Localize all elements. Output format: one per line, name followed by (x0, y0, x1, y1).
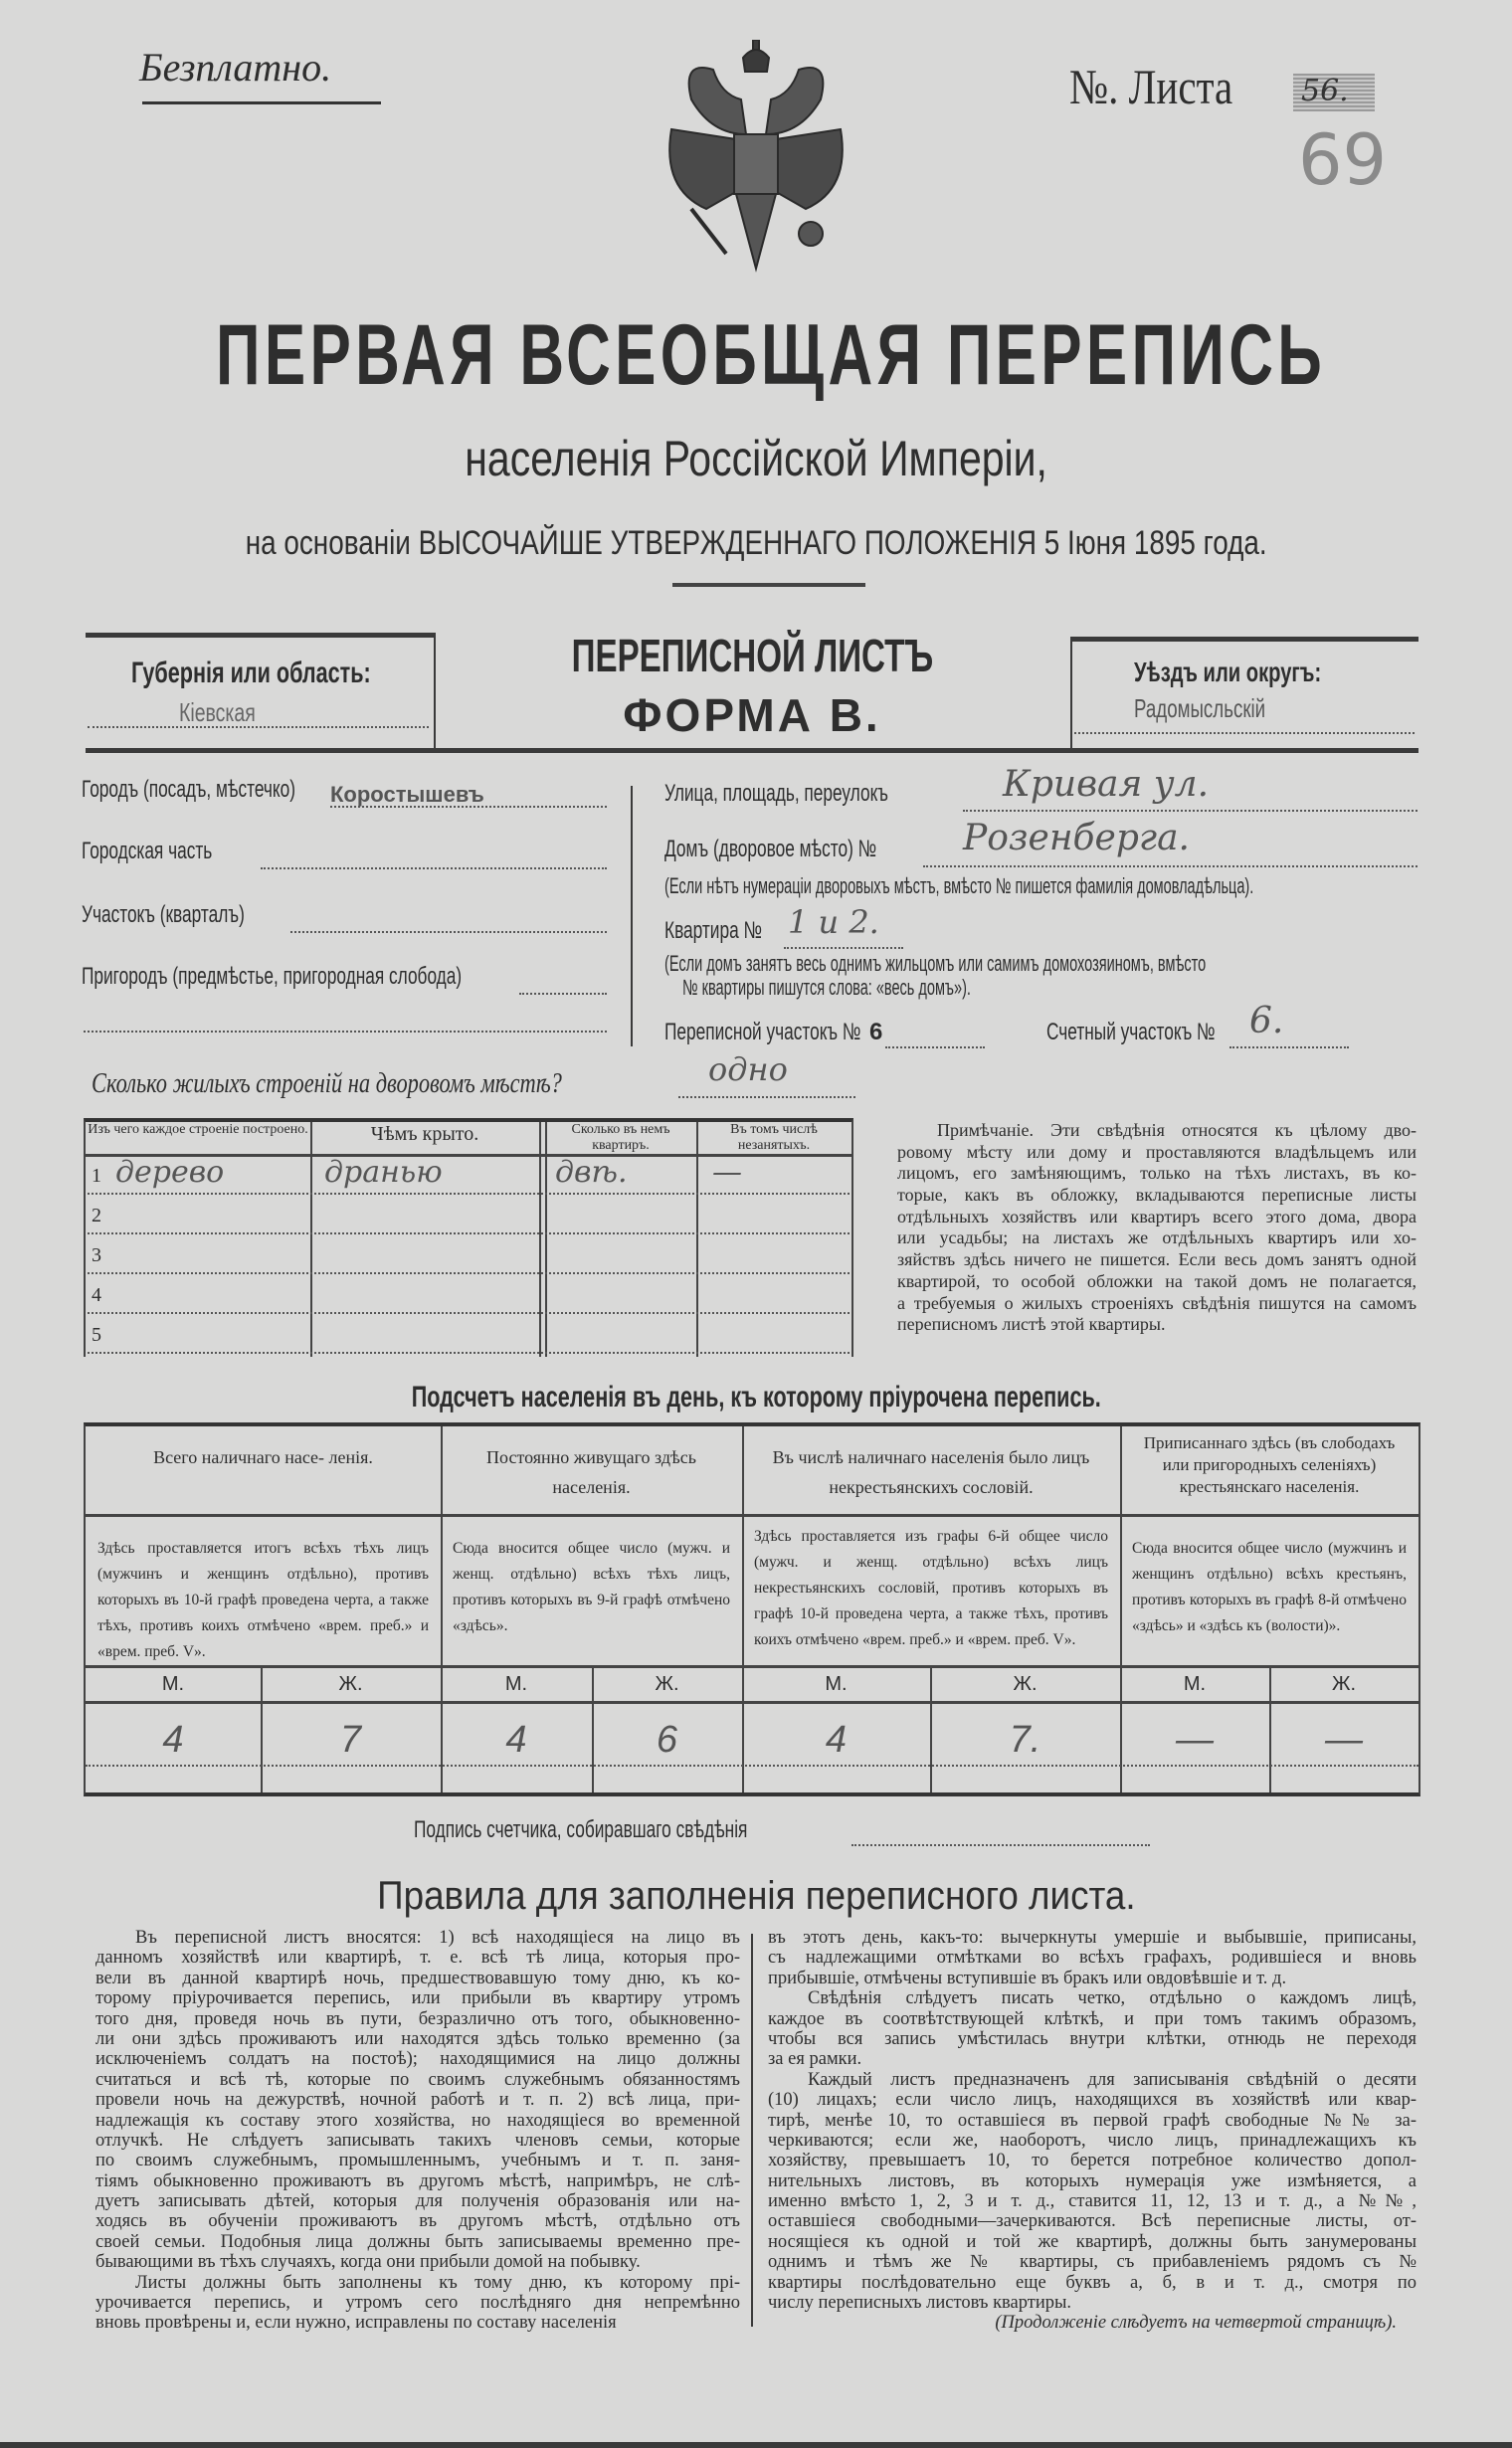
text-line: вновь провѣрены и, если нужно, исправлены по составу населенія (95, 2313, 617, 2334)
street-label: Улица, площадь, переулокъ (664, 780, 888, 807)
text-line: Каждый листъ предназначенъ для записыванія свѣдѣній о десяти (808, 2069, 1417, 2090)
row-dotted-line (88, 1352, 850, 1354)
province-field[interactable] (88, 699, 429, 728)
text-line: зяйствъ здѣсь ничего не пишется. Если весь домъ занятъ одной (897, 1249, 1417, 1270)
group-title: Всего наличнаго насе- ленія. (153, 1447, 373, 1467)
box-bottom (86, 748, 1418, 753)
group-title: Постоянно живущаго здѣсь населенія. (486, 1447, 696, 1497)
text-line: торому пріурочивается перепись, или прибыли въ квартиру утромъ (95, 1988, 740, 2009)
population-heading-text: Подсчетъ населенія въ день, къ которому пріурочена перепись. (411, 1381, 1101, 1413)
imperial-eagle-emblem-icon (652, 40, 860, 279)
page-bottom-edge (0, 2442, 1512, 2448)
province-label-text: Губернія или область: (131, 657, 371, 689)
street-field[interactable] (963, 764, 1418, 812)
form-name (434, 688, 1070, 742)
text-line: ли они здѣсь проживаютъ или находятся здѣсь только временно (за (95, 2028, 740, 2049)
sheet-number (1069, 58, 1268, 115)
text-line: того дня, проведя ночь въ пути, безразлично отъ того, обыкновенно- (95, 2008, 740, 2029)
town-part-row (82, 838, 607, 865)
row-number: 4 (92, 1284, 101, 1306)
house-value: Розенберга. (963, 818, 1190, 858)
rules-heading-text: Правила для заполненія переписного листа. (376, 1874, 1136, 1918)
text-line: ровому мѣсту или дому и проставляются владѣльцемъ или (897, 1141, 1417, 1162)
text-line: съ надлежащими отмѣтками во всѣхъ графахъ, родившіеся и вновь (768, 1948, 1417, 1969)
box-right-divider (1070, 637, 1072, 750)
table-row[interactable] (86, 1316, 851, 1356)
text-line: считаться и всѣ тѣ, которые по своимъ служебнымъ обязанностямъ (95, 2069, 740, 2090)
suburb-label: Пригородъ (предмѣстье, пригородная слобода) (82, 963, 463, 990)
male-header: М. (504, 1673, 528, 1695)
female-value[interactable]: 7 (339, 1719, 362, 1761)
text-line: данномъ хозяйствѣ или квартирѣ, т. е. всѣ тѣ лица, которыя про- (95, 1948, 740, 1969)
male-value[interactable]: 4 (162, 1719, 184, 1761)
text-line: своей семьи. Подобныя лица должны быть записываемы временно пре- (95, 2231, 740, 2252)
text-line: провели ночь на дежурствѣ, ночной работѣ и т. п. 2) всѣ лица, при- (95, 2090, 740, 2111)
text-line: нительныхъ листовъ, въ которыхъ нумерація уже измѣняется, а (768, 2170, 1417, 2191)
house-note (664, 873, 1512, 899)
row-dotted-line (88, 1232, 850, 1234)
town-part-label: Городская часть (82, 838, 213, 864)
text-line: лицомъ, его замѣняющимъ, только на тѣхъ листахъ, въ ко- (897, 1163, 1417, 1184)
text-line: отлучкѣ. Не слѣдуетъ записывать такихъ членовъ семьи, которые (95, 2130, 740, 2151)
town-label: Городъ (посадъ, мѣстечко) (82, 776, 296, 803)
buildings-answer: одно (708, 1050, 788, 1088)
sheet-number-value: 56. (1301, 74, 1349, 108)
town-row (82, 776, 607, 807)
province-value: Кіевская (179, 697, 256, 727)
form-name-text: ФОРМА В. (623, 689, 881, 741)
district-label (1134, 657, 1394, 688)
text-line: носящіеся къ одной и той же квартирѣ, должны быть занумерованы (768, 2231, 1417, 2252)
text-line: переписномъ листѣ этой квартиры. (897, 1314, 1166, 1335)
female-value[interactable]: — (1325, 1719, 1363, 1761)
row-number: 1 (92, 1165, 101, 1187)
province-label (131, 657, 464, 690)
sheet-number-label: №. Листа (1069, 59, 1233, 114)
suburb-row (82, 963, 607, 991)
signature-row (414, 1816, 877, 1844)
pencil-sheet-number: 69 (1298, 119, 1388, 201)
row-number: 2 (92, 1205, 101, 1226)
text-line: тіямъ обыкновенно проживаютъ въ другомъ мѣстѣ, напримѣръ, не слѣ- (95, 2170, 740, 2191)
apartment-field[interactable] (784, 903, 903, 949)
free-label-text: Безплатно. (139, 45, 332, 90)
suburb-field-extra[interactable] (84, 1031, 607, 1033)
district-label-text: Уѣздъ или округъ: (1134, 657, 1322, 687)
male-value[interactable]: 4 (825, 1719, 848, 1761)
box-top-left (86, 633, 434, 638)
text-line: ходясь въ обученіи проживаютъ въ другомъ мѣстѣ, отдѣльно отъ (95, 2211, 740, 2232)
table-row[interactable] (86, 1157, 851, 1197)
town-value: Коростышевъ (330, 782, 484, 807)
text-line: бывающими въ тѣхъ случаяхъ, когда они прибыли домой на побывку. (95, 2252, 641, 2273)
text-line: въ этотъ день, какъ-то: вычеркнуты умершіе и выбывшіе, приписаны, (768, 1928, 1417, 1948)
text-line: торые, какъ въ обложку, вкладываются переписные листы (897, 1185, 1417, 1206)
text-line: прибывшіе, отмѣчены вступившіе въ бракъ или овдовѣвшіе и т. д. (768, 1968, 1287, 1988)
female-header: Ж. (655, 1673, 679, 1695)
column-header: Чѣмъ крыто. (370, 1123, 479, 1145)
text-line: квартирой, то особой обложки на такой домъ не полагается, (897, 1270, 1417, 1291)
precinct-field[interactable] (290, 909, 607, 933)
row-dotted-line (88, 1193, 850, 1195)
cell-vacant: — (712, 1155, 742, 1190)
text-line: Свѣдѣнія слѣдуетъ писать четко, отдѣльно о каждомъ лицѣ, (808, 1988, 1417, 2009)
text-line: за ея рамки. (768, 2049, 862, 2070)
text-line: отдѣльныхъ хозяйствъ или квартиръ всего этого дома, двора (897, 1206, 1417, 1226)
rules-left-column (95, 1928, 740, 2334)
text-line: однимъ и тѣмъ же № квартиры, съ прибавленіемъ рядомъ съ № (768, 2252, 1417, 2273)
suburb-field[interactable] (519, 971, 607, 995)
census-precinct-label: Переписной участокъ № (664, 1019, 861, 1045)
text-line: по своимъ служебнымъ, промышленнымъ, учебнымъ и т. п. заня- (95, 2151, 740, 2171)
column-header: Изъ чего каждое строеніе построено. (88, 1122, 308, 1137)
free-label-underline (142, 101, 381, 104)
column-header: Въ томъ числѣ незанятыхъ. (730, 1122, 818, 1153)
row-dotted-line (88, 1272, 850, 1274)
cell-apartments: двѣ. (555, 1155, 628, 1190)
text-line: оставшіеся свободными—зачеркиваются. Всѣ переписные листы, от- (768, 2211, 1417, 2232)
divider (672, 583, 865, 587)
female-value[interactable]: 7. (1009, 1719, 1041, 1761)
district-field[interactable] (1074, 693, 1415, 734)
male-value[interactable]: 4 (505, 1719, 527, 1761)
male-header: М. (1183, 1673, 1207, 1695)
text-line: тирѣ, менѣе 10, то оставшіеся въ первой графѣ свободные №№ за- (768, 2110, 1417, 2131)
buildings-table (84, 1118, 853, 1357)
female-header: Ж. (1013, 1673, 1038, 1695)
page-title (0, 306, 1512, 405)
count-precinct-value: 6. (1249, 1001, 1284, 1041)
signature-label: Подпись счетчика, собиравшаго свѣдѣнія (414, 1816, 748, 1843)
text-line: чтобы вся запись умѣстилась внутри клѣтки, отнюдь не переходя (768, 2028, 1417, 2049)
text-line: (10) лицахъ; если число лицъ, находящихся въ хозяйствѣ или квар- (768, 2090, 1417, 2111)
apartment-note-2 (682, 975, 1119, 1001)
table-row[interactable] (86, 1236, 851, 1276)
text-line: исключеніемъ солдатъ на постоѣ); находящимися на лицо должны (95, 2049, 740, 2070)
text-line: числу переписныхъ листовъ квартиры. (768, 2293, 1072, 2314)
apartment-note-1 (664, 951, 1485, 977)
group-title: Въ числѣ наличнаго населенія было лицъ некрестьянскихъ сословій. (772, 1447, 1090, 1497)
text-line: дуетъ записывать дѣтей, которыя для полученія образованія или на- (95, 2191, 740, 2212)
page-title-text: ПЕРВАЯ ВСЕОБЩАЯ ПЕРЕПИСЬ (216, 307, 1327, 403)
count-precinct-label: Счетный участокъ № (1046, 1019, 1216, 1045)
mf-line (86, 1665, 1418, 1668)
text-line: каждое въ соотвѣтствующей клѣткѣ, и при томъ такимъ образомъ, (768, 2008, 1417, 2029)
group-title: Приписаннаго здѣсь (въ слободахъ или пригородныхъ селеніяхъ) крестьянскаго населенія. (1143, 1433, 1396, 1496)
male-header: М. (825, 1673, 848, 1695)
cell-material: дерево (115, 1155, 225, 1190)
female-header: Ж. (338, 1673, 363, 1695)
population-table (84, 1422, 1420, 1796)
text-line: урочивается перепись, и утромъ сего послѣдняго дня непремѣнно (95, 2293, 740, 2314)
text-line: вели въ данной квартирѣ ночь, предшествовавшую тому дню, къ ко- (95, 1968, 740, 1988)
row-number: 5 (92, 1324, 101, 1346)
male-header: М. (161, 1673, 185, 1695)
table-row[interactable] (86, 1276, 851, 1316)
buildings-note (897, 1120, 1417, 1336)
legal-basis (0, 524, 1512, 563)
male-value[interactable]: — (1176, 1719, 1214, 1761)
text-line: квартиры послѣдовательно еще буквъ а, б, в и т. д., смотря по (768, 2272, 1417, 2293)
apartment-label: Квартира № (664, 917, 763, 944)
group-description: Здѣсь проставляется изъ графы 6-й общее число (мужч. и женщ. отдѣльно) всѣхъ лицъ некрестьянскихъ сословій, противъ которыхъ въ графѣ 10-й проведена черта, а также тѣхъ, противъ коихъ отмѣчено «врем. преб.» и «врем. преб. V». (754, 1528, 1108, 1648)
page-subtitle (0, 430, 1512, 487)
female-value[interactable]: 6 (656, 1719, 678, 1761)
text-line: (Продолженіе слѣдуетъ на четвертой страницѣ). (995, 2313, 1397, 2334)
house-label: Домъ (дворовое мѣсто) № (664, 836, 877, 862)
row-dotted-line (88, 1312, 850, 1314)
legal-basis-text: на основаніи ВЫСОЧАЙШЕ УТВЕРЖДЕННАГО ПОЛОЖЕНІЯ 5 Іюня 1895 года. (245, 524, 1267, 562)
apartment-row (664, 903, 963, 945)
signature-field[interactable] (851, 1824, 1150, 1846)
precinct-label: Участокъ (кварталъ) (82, 901, 245, 928)
rules-right-column (768, 1928, 1417, 2334)
town-part-field[interactable] (261, 846, 607, 869)
mf-bottom-line (86, 1701, 1418, 1704)
rules-heading (0, 1874, 1512, 1919)
buildings-question (92, 1068, 679, 1100)
text-line: а требуемыя о жилыхъ строеніяхъ свѣдѣнія пишутся на самомъ (897, 1292, 1417, 1313)
buildings-answer-field[interactable] (678, 1050, 855, 1098)
rules-column-divider (751, 1934, 753, 2327)
census-precinct-value: 6 (869, 1019, 883, 1045)
group-description: Здѣсь проставляется итогъ всѣхъ тѣхъ лицъ (мужчинъ и женщинъ отдѣльно), противъ которыхъ въ 10-й графѣ проведена черта, а также тѣхъ, противъ коихъ отмѣчено «врем. преб.» и «врем. преб. V». (97, 1540, 429, 1660)
text-line: черкиваются; если же, наоборотъ, число лицъ, принадлежащихъ къ (768, 2130, 1417, 2151)
form-title (434, 629, 1070, 682)
text-line: Примѣчаніе. Эти свѣдѣнія относятся къ цѣлому дво- (937, 1120, 1417, 1140)
text-line: Въ переписной листъ вносятся: 1) всѣ находящіеся на лицо въ (135, 1928, 740, 1948)
box-top-right (1070, 637, 1418, 642)
street-value: Кривая ул. (1003, 764, 1210, 805)
house-field[interactable] (923, 818, 1418, 867)
apartment-value: 1 и 2. (788, 903, 879, 941)
apartment-note-1-text: (Если домъ занятъ весь однимъ жильцомъ или самимъ домохозяиномъ, вмѣсто (664, 951, 1207, 976)
text-line: Листы должны быть заполнены къ тому дню, къ которому прі- (135, 2272, 740, 2293)
census-precinct-field[interactable] (885, 1025, 985, 1048)
form-title-text: ПЕРЕПИСНОЙ ЛИСТЪ (571, 630, 933, 681)
cell-roof: дранью (324, 1155, 443, 1190)
table-row[interactable] (86, 1197, 851, 1236)
sheet-number-field[interactable] (1293, 74, 1375, 111)
house-note-text: (Если нѣтъ нумераціи дворовыхъ мѣстъ, вмѣсто № пишется фамилія домовладѣльца). (664, 873, 1254, 898)
page-subtitle-text: населенія Россійской Имперіи, (465, 431, 1047, 486)
column-header: Сколько въ немъ квартиръ. (571, 1122, 670, 1153)
apartment-note-2-text: № квартиры пишутся слова: «весь домъ»). (682, 975, 971, 1000)
house-row (664, 818, 1418, 863)
group-description: Сюда вносится общее число (мужч. и женщ. отдѣльно) всѣхъ тѣхъ лицъ, противъ которыхъ въ 9-й графѣ отмѣчено «здѣсь». (453, 1540, 730, 1634)
precinct-row (82, 901, 607, 929)
text-line: именно вмѣсто 1, 2, 3 и т. д., ставится 11, 12, 13 и т. д., а №№, (768, 2191, 1417, 2212)
population-heading (0, 1381, 1512, 1414)
free-label (139, 44, 331, 91)
text-line: надлежащія къ составу этого хозяйства, но находящіеся во временной (95, 2110, 740, 2131)
count-precinct-field[interactable] (1229, 1001, 1349, 1048)
town-field[interactable] (330, 782, 607, 808)
street-row (664, 764, 1418, 808)
census-precinct-row (664, 1001, 1418, 1046)
address-divider (631, 786, 633, 1046)
district-value: Радомысльскій (1134, 693, 1266, 723)
row-number: 3 (92, 1244, 101, 1266)
buildings-question-text: Сколько жилыхъ строеній на дворовомъ мѣстѣ? (92, 1068, 562, 1099)
values-dotted-line (86, 1765, 1418, 1767)
female-header: Ж. (1331, 1673, 1357, 1695)
group-description: Сюда вносится общее число (мужчинъ и женщинъ отдѣльно) всѣхъ крестьянъ, противъ которыхъ въ графѣ 8-й отмѣчено «здѣсь» и «здѣсь къ (волости)». (1132, 1540, 1407, 1634)
title-line (86, 1514, 1418, 1517)
text-line: хозяйству, превышаетъ 10, то берется потребное количество допол- (768, 2151, 1417, 2171)
text-line: или усадьбы; на листахъ же отдѣльныхъ квартиръ или хо- (897, 1227, 1417, 1248)
